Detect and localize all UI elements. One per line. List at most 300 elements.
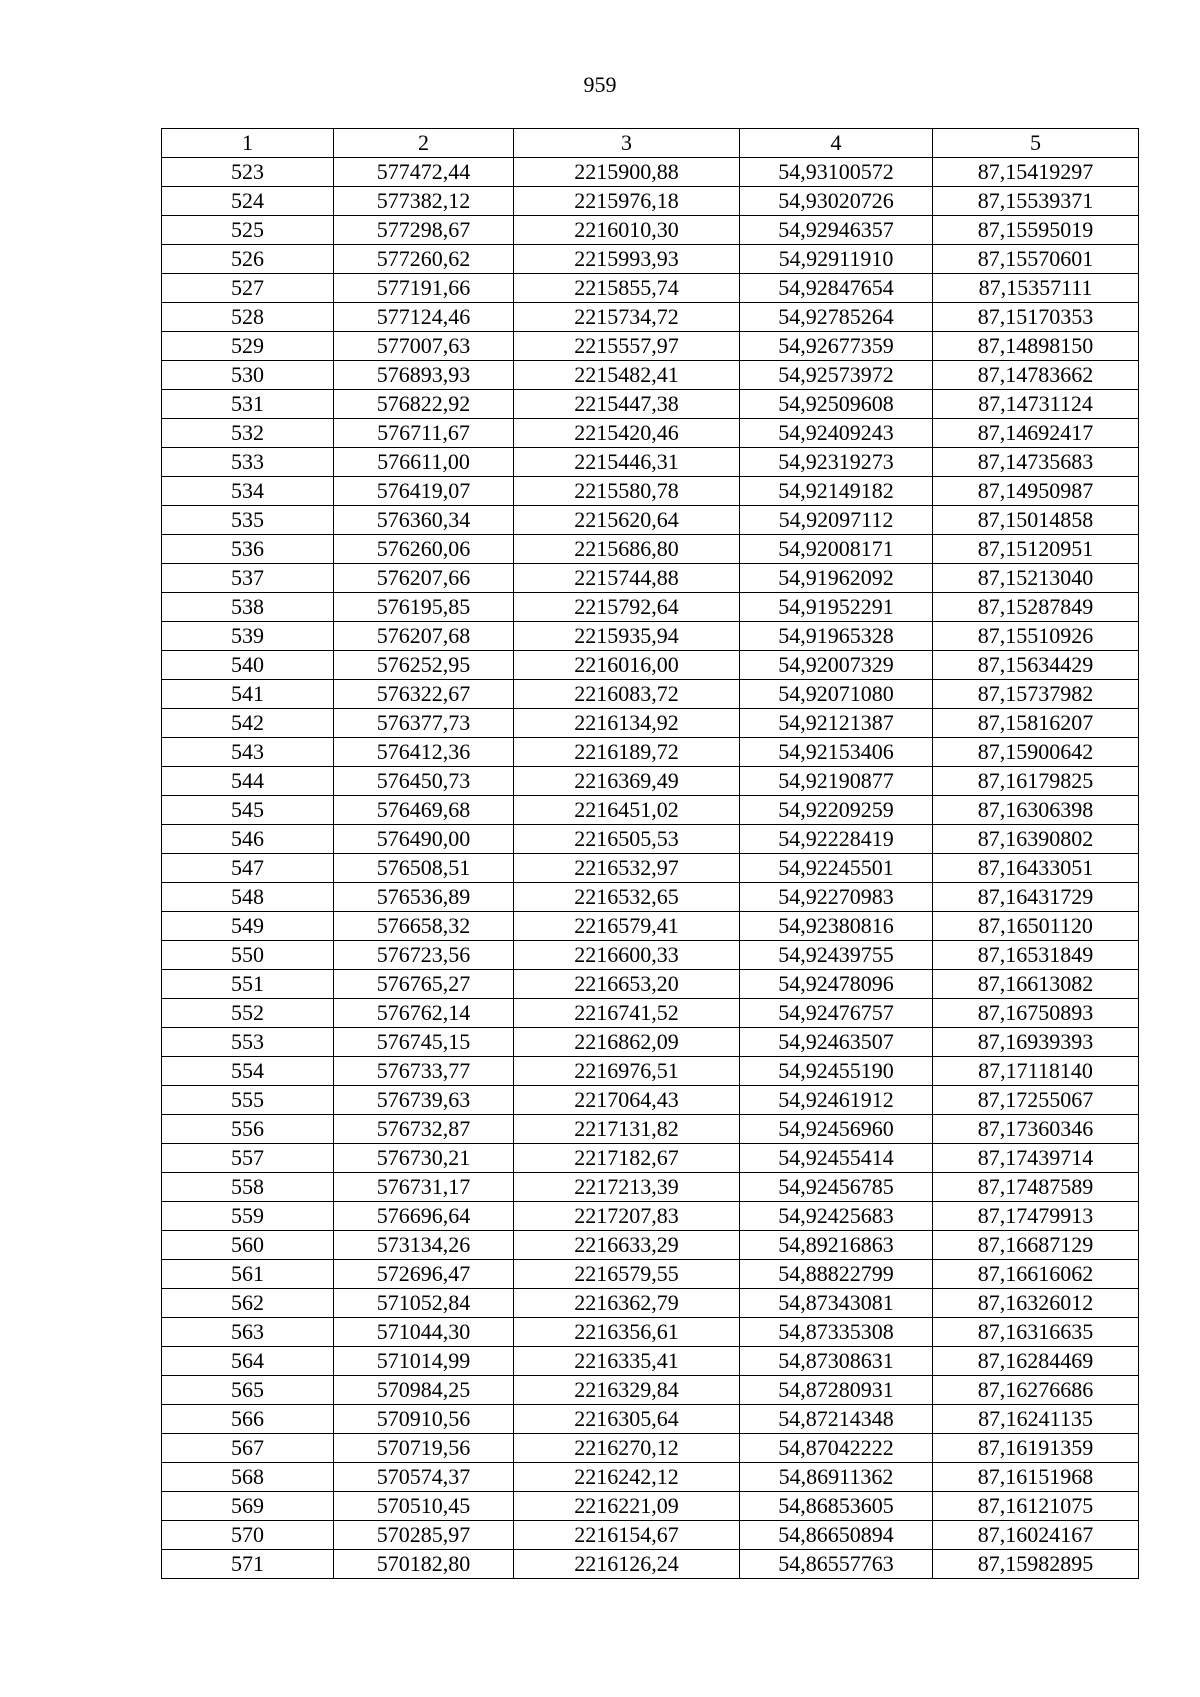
table-cell: 541 [162, 680, 334, 709]
table-cell: 54,87214348 [740, 1405, 933, 1434]
table-cell: 87,16191359 [933, 1434, 1139, 1463]
table-cell: 545 [162, 796, 334, 825]
table-row [162, 796, 1139, 825]
table-cell: 547 [162, 854, 334, 883]
table-row [162, 1057, 1139, 1086]
table-cell: 54,92461912 [740, 1086, 933, 1115]
table-cell: 2216270,12 [514, 1434, 740, 1463]
table-cell: 2216221,09 [514, 1492, 740, 1521]
table-cell: 2215447,38 [514, 390, 740, 419]
table-cell: 2216010,30 [514, 216, 740, 245]
table-cell: 553 [162, 1028, 334, 1057]
table-cell: 2216362,79 [514, 1289, 740, 1318]
table-cell: 2216189,72 [514, 738, 740, 767]
table-row [162, 854, 1139, 883]
table-cell: 2216579,55 [514, 1260, 740, 1289]
table-row [162, 1434, 1139, 1463]
table-cell: 87,15213040 [933, 564, 1139, 593]
table-cell: 87,16121075 [933, 1492, 1139, 1521]
column-header-4: 4 [740, 129, 933, 158]
table-cell: 54,89216863 [740, 1231, 933, 1260]
table-cell: 54,92007329 [740, 651, 933, 680]
table-cell: 54,92008171 [740, 535, 933, 564]
table-cell: 554 [162, 1057, 334, 1086]
table-cell: 576731,17 [334, 1173, 514, 1202]
table-cell: 2215935,94 [514, 622, 740, 651]
table-cell: 2216154,67 [514, 1521, 740, 1550]
table-cell: 572696,47 [334, 1260, 514, 1289]
table-cell: 550 [162, 941, 334, 970]
table-cell: 576207,66 [334, 564, 514, 593]
table-cell: 87,17439714 [933, 1144, 1139, 1173]
table-cell: 54,92847654 [740, 274, 933, 303]
table-cell: 576730,21 [334, 1144, 514, 1173]
table-cell: 54,91952291 [740, 593, 933, 622]
table-cell: 576762,14 [334, 999, 514, 1028]
page-number: 959 [583, 72, 617, 97]
table-cell: 87,16326012 [933, 1289, 1139, 1318]
table-cell: 87,15287849 [933, 593, 1139, 622]
table-cell: 556 [162, 1115, 334, 1144]
table-cell: 534 [162, 477, 334, 506]
table-row [162, 999, 1139, 1028]
table-cell: 576696,64 [334, 1202, 514, 1231]
table-cell: 570285,97 [334, 1521, 514, 1550]
table-cell: 54,92245501 [740, 854, 933, 883]
table-cell: 570984,25 [334, 1376, 514, 1405]
table-cell: 54,92190877 [740, 767, 933, 796]
table-cell: 54,92209259 [740, 796, 933, 825]
table-cell: 552 [162, 999, 334, 1028]
table-cell: 54,86853605 [740, 1492, 933, 1521]
table-row [162, 709, 1139, 738]
table-cell: 2216600,33 [514, 941, 740, 970]
table-cell: 87,15120951 [933, 535, 1139, 564]
table-cell: 87,16687129 [933, 1231, 1139, 1260]
table-cell: 2216633,29 [514, 1231, 740, 1260]
table-cell: 576893,93 [334, 361, 514, 390]
table-cell: 537 [162, 564, 334, 593]
table-row [162, 680, 1139, 709]
table-cell: 576611,00 [334, 448, 514, 477]
table-cell: 571014,99 [334, 1347, 514, 1376]
table-cell: 87,15595019 [933, 216, 1139, 245]
table-row [162, 622, 1139, 651]
table-cell: 54,93100572 [740, 158, 933, 187]
table-cell: 2217207,83 [514, 1202, 740, 1231]
table-cell: 54,92097112 [740, 506, 933, 535]
coordinates-table [161, 128, 1139, 1579]
table-cell: 2216356,61 [514, 1318, 740, 1347]
table-row [162, 361, 1139, 390]
table-cell: 2216369,49 [514, 767, 740, 796]
table-cell: 568 [162, 1463, 334, 1492]
table-cell: 87,15539371 [933, 187, 1139, 216]
table-cell: 570510,45 [334, 1492, 514, 1521]
table-row [162, 158, 1139, 187]
table-cell: 564 [162, 1347, 334, 1376]
table-cell: 87,16179825 [933, 767, 1139, 796]
table-cell: 571044,30 [334, 1318, 514, 1347]
table-row [162, 274, 1139, 303]
table-cell: 87,15982895 [933, 1550, 1139, 1579]
table-cell: 531 [162, 390, 334, 419]
table-row [162, 738, 1139, 767]
table-row [162, 1318, 1139, 1347]
table-cell: 87,16276686 [933, 1376, 1139, 1405]
table-cell: 87,15816207 [933, 709, 1139, 738]
table-cell: 87,15357111 [933, 274, 1139, 303]
table-cell: 570182,80 [334, 1550, 514, 1579]
table-cell: 87,15510926 [933, 622, 1139, 651]
table-cell: 571052,84 [334, 1289, 514, 1318]
table-cell: 54,87280931 [740, 1376, 933, 1405]
table-cell: 54,92573972 [740, 361, 933, 390]
table-cell: 2217182,67 [514, 1144, 740, 1173]
table-cell: 54,92476757 [740, 999, 933, 1028]
table-cell: 54,92228419 [740, 825, 933, 854]
table-cell: 87,16241135 [933, 1405, 1139, 1434]
table-cell: 535 [162, 506, 334, 535]
table-cell: 54,92456785 [740, 1173, 933, 1202]
table-cell: 87,14731124 [933, 390, 1139, 419]
table-cell: 559 [162, 1202, 334, 1231]
table-cell: 577007,63 [334, 332, 514, 361]
table-cell: 54,92409243 [740, 419, 933, 448]
table-cell: 576508,51 [334, 854, 514, 883]
table-cell: 576322,67 [334, 680, 514, 709]
table-cell: 576745,15 [334, 1028, 514, 1057]
table-cell: 87,17487589 [933, 1173, 1139, 1202]
table-cell: 2216862,09 [514, 1028, 740, 1057]
table-cell: 524 [162, 187, 334, 216]
table-cell: 540 [162, 651, 334, 680]
table-cell: 87,16390802 [933, 825, 1139, 854]
table-row [162, 1144, 1139, 1173]
table-cell: 2215580,78 [514, 477, 740, 506]
table-cell: 87,16431729 [933, 883, 1139, 912]
table-cell: 546 [162, 825, 334, 854]
table-cell: 54,87308631 [740, 1347, 933, 1376]
table-cell: 576450,73 [334, 767, 514, 796]
table-row [162, 245, 1139, 274]
table-cell: 2217131,82 [514, 1115, 740, 1144]
table-cell: 2216083,72 [514, 680, 740, 709]
table-cell: 2215900,88 [514, 158, 740, 187]
table-row [162, 332, 1139, 361]
column-header-2: 2 [334, 129, 514, 158]
table-cell: 87,15634429 [933, 651, 1139, 680]
table-row [162, 941, 1139, 970]
table-cell: 576412,36 [334, 738, 514, 767]
table-row [162, 1202, 1139, 1231]
table-row [162, 419, 1139, 448]
table-cell: 576822,92 [334, 390, 514, 419]
table-row [162, 1260, 1139, 1289]
table-cell: 54,92149182 [740, 477, 933, 506]
table-cell: 87,16433051 [933, 854, 1139, 883]
table-row [162, 564, 1139, 593]
table-cell: 54,92509608 [740, 390, 933, 419]
table-cell: 87,17479913 [933, 1202, 1139, 1231]
table-cell: 538 [162, 593, 334, 622]
table-cell: 577298,67 [334, 216, 514, 245]
table-header-row [162, 129, 1139, 158]
table-cell: 54,91965328 [740, 622, 933, 651]
table-cell: 2216976,51 [514, 1057, 740, 1086]
table-cell: 54,87335308 [740, 1318, 933, 1347]
table-cell: 558 [162, 1173, 334, 1202]
table-cell: 54,92455190 [740, 1057, 933, 1086]
table-cell: 569 [162, 1492, 334, 1521]
table-row [162, 390, 1139, 419]
table-row [162, 187, 1139, 216]
table-cell: 577260,62 [334, 245, 514, 274]
table-cell: 576360,34 [334, 506, 514, 535]
table-cell: 54,92071080 [740, 680, 933, 709]
table-cell: 526 [162, 245, 334, 274]
table-cell: 528 [162, 303, 334, 332]
table-cell: 87,16316635 [933, 1318, 1139, 1347]
table-cell: 523 [162, 158, 334, 187]
table-row [162, 1521, 1139, 1550]
table-cell: 2216242,12 [514, 1463, 740, 1492]
table-cell: 87,14735683 [933, 448, 1139, 477]
table-cell: 2215744,88 [514, 564, 740, 593]
table-cell: 563 [162, 1318, 334, 1347]
table-cell: 542 [162, 709, 334, 738]
table-cell: 87,16284469 [933, 1347, 1139, 1376]
table-cell: 576260,06 [334, 535, 514, 564]
table-row [162, 883, 1139, 912]
table-cell: 2215792,64 [514, 593, 740, 622]
table-cell: 577382,12 [334, 187, 514, 216]
column-header-5: 5 [933, 129, 1139, 158]
table-cell: 87,16024167 [933, 1521, 1139, 1550]
table-row [162, 1405, 1139, 1434]
table-cell: 2216126,24 [514, 1550, 740, 1579]
table-cell: 566 [162, 1405, 334, 1434]
table-cell: 87,16151968 [933, 1463, 1139, 1492]
table-cell: 54,92425683 [740, 1202, 933, 1231]
table-cell: 576469,68 [334, 796, 514, 825]
table-row [162, 651, 1139, 680]
table-cell: 577472,44 [334, 158, 514, 187]
table-cell: 576419,07 [334, 477, 514, 506]
table-cell: 576732,87 [334, 1115, 514, 1144]
table-cell: 2217213,39 [514, 1173, 740, 1202]
table-cell: 576765,27 [334, 970, 514, 999]
table-cell: 2216653,20 [514, 970, 740, 999]
table-row [162, 1550, 1139, 1579]
table-row [162, 535, 1139, 564]
table-cell: 2215420,46 [514, 419, 740, 448]
table-cell: 557 [162, 1144, 334, 1173]
table-cell: 2216741,52 [514, 999, 740, 1028]
table-cell: 2215446,31 [514, 448, 740, 477]
table-cell: 54,93020726 [740, 187, 933, 216]
table-row [162, 1231, 1139, 1260]
table-cell: 54,92439755 [740, 941, 933, 970]
table-cell: 570910,56 [334, 1405, 514, 1434]
table-row [162, 216, 1139, 245]
table-cell: 577124,46 [334, 303, 514, 332]
table-cell: 87,16616062 [933, 1260, 1139, 1289]
table-row [162, 448, 1139, 477]
table-cell: 576207,68 [334, 622, 514, 651]
table-cell: 555 [162, 1086, 334, 1115]
table-cell: 54,92319273 [740, 448, 933, 477]
table-cell: 530 [162, 361, 334, 390]
table-cell: 527 [162, 274, 334, 303]
table-cell: 2216451,02 [514, 796, 740, 825]
table-cell: 532 [162, 419, 334, 448]
table-cell: 576252,95 [334, 651, 514, 680]
table-row [162, 593, 1139, 622]
table-cell: 2216532,97 [514, 854, 740, 883]
table-cell: 87,16613082 [933, 970, 1139, 999]
table-cell: 2216505,53 [514, 825, 740, 854]
table-cell: 87,15737982 [933, 680, 1139, 709]
table-cell: 87,16531849 [933, 941, 1139, 970]
table-cell: 87,17118140 [933, 1057, 1139, 1086]
column-header-1: 1 [162, 129, 334, 158]
table-cell: 2215976,18 [514, 187, 740, 216]
table-cell: 54,92946357 [740, 216, 933, 245]
table-cell: 54,92478096 [740, 970, 933, 999]
table-cell: 54,86557763 [740, 1550, 933, 1579]
table-cell: 87,15900642 [933, 738, 1139, 767]
table-cell: 54,86911362 [740, 1463, 933, 1492]
table-cell: 539 [162, 622, 334, 651]
table-cell: 560 [162, 1231, 334, 1260]
table-cell: 2215482,41 [514, 361, 740, 390]
table-cell: 562 [162, 1289, 334, 1318]
table-cell: 549 [162, 912, 334, 941]
table-cell: 54,92455414 [740, 1144, 933, 1173]
table-cell: 54,87343081 [740, 1289, 933, 1318]
table-cell: 2215557,97 [514, 332, 740, 361]
table-cell: 2217064,43 [514, 1086, 740, 1115]
table-cell: 525 [162, 216, 334, 245]
table-cell: 571 [162, 1550, 334, 1579]
column-header-3: 3 [514, 129, 740, 158]
table-cell: 2215993,93 [514, 245, 740, 274]
table-row [162, 767, 1139, 796]
table-cell: 543 [162, 738, 334, 767]
table-cell: 54,92380816 [740, 912, 933, 941]
table-cell: 87,16750893 [933, 999, 1139, 1028]
table-cell: 87,15014858 [933, 506, 1139, 535]
table-cell: 2216579,41 [514, 912, 740, 941]
table-cell: 570574,37 [334, 1463, 514, 1492]
table-row [162, 477, 1139, 506]
table-cell: 576723,56 [334, 941, 514, 970]
table-cell: 87,14898150 [933, 332, 1139, 361]
table-cell: 2215686,80 [514, 535, 740, 564]
table-cell: 576739,63 [334, 1086, 514, 1115]
table-cell: 576658,32 [334, 912, 514, 941]
table-body [162, 158, 1139, 1579]
table-cell: 54,92677359 [740, 332, 933, 361]
table-row [162, 970, 1139, 999]
table-row [162, 1289, 1139, 1318]
table-cell: 561 [162, 1260, 334, 1289]
table-cell: 87,16501120 [933, 912, 1139, 941]
table-cell: 570 [162, 1521, 334, 1550]
table-row [162, 506, 1139, 535]
table-cell: 576733,77 [334, 1057, 514, 1086]
table-row [162, 1028, 1139, 1057]
table-cell: 2215734,72 [514, 303, 740, 332]
table-cell: 529 [162, 332, 334, 361]
table-cell: 573134,26 [334, 1231, 514, 1260]
table-row [162, 825, 1139, 854]
table-cell: 2216532,65 [514, 883, 740, 912]
table-cell: 54,92270983 [740, 883, 933, 912]
table-cell: 87,15419297 [933, 158, 1139, 187]
table-cell: 87,15570601 [933, 245, 1139, 274]
table-row [162, 1492, 1139, 1521]
table-row [162, 1463, 1139, 1492]
table-cell: 2216329,84 [514, 1376, 740, 1405]
table-cell: 54,88822799 [740, 1260, 933, 1289]
table-row [162, 1115, 1139, 1144]
table-cell: 54,86650894 [740, 1521, 933, 1550]
table-row [162, 1086, 1139, 1115]
table-cell: 87,16306398 [933, 796, 1139, 825]
table-cell: 87,15170353 [933, 303, 1139, 332]
table-cell: 87,14950987 [933, 477, 1139, 506]
table-cell: 54,92121387 [740, 709, 933, 738]
table-cell: 576377,73 [334, 709, 514, 738]
table-cell: 2216016,00 [514, 651, 740, 680]
table-cell: 54,92456960 [740, 1115, 933, 1144]
table-cell: 576711,67 [334, 419, 514, 448]
table-cell: 54,92911910 [740, 245, 933, 274]
table-cell: 576195,85 [334, 593, 514, 622]
table-cell: 87,14783662 [933, 361, 1139, 390]
table-row [162, 303, 1139, 332]
table-row [162, 1347, 1139, 1376]
table-cell: 87,14692417 [933, 419, 1139, 448]
table-row [162, 912, 1139, 941]
table-cell: 2215620,64 [514, 506, 740, 535]
table-cell: 2216305,64 [514, 1405, 740, 1434]
table-cell: 87,16939393 [933, 1028, 1139, 1057]
table-cell: 576536,89 [334, 883, 514, 912]
table-cell: 54,92785264 [740, 303, 933, 332]
table-cell: 2216335,41 [514, 1347, 740, 1376]
table-cell: 54,87042222 [740, 1434, 933, 1463]
table-cell: 548 [162, 883, 334, 912]
table-cell: 54,91962092 [740, 564, 933, 593]
table-cell: 87,17360346 [933, 1115, 1139, 1144]
table-cell: 576490,00 [334, 825, 514, 854]
table-cell: 536 [162, 535, 334, 564]
table-cell: 54,92153406 [740, 738, 933, 767]
table-cell: 87,17255067 [933, 1086, 1139, 1115]
table-row [162, 1173, 1139, 1202]
table-cell: 2215855,74 [514, 274, 740, 303]
table-cell: 570719,56 [334, 1434, 514, 1463]
table-cell: 2216134,92 [514, 709, 740, 738]
table-cell: 533 [162, 448, 334, 477]
table-cell: 551 [162, 970, 334, 999]
table-cell: 577191,66 [334, 274, 514, 303]
table-cell: 54,92463507 [740, 1028, 933, 1057]
table-cell: 544 [162, 767, 334, 796]
